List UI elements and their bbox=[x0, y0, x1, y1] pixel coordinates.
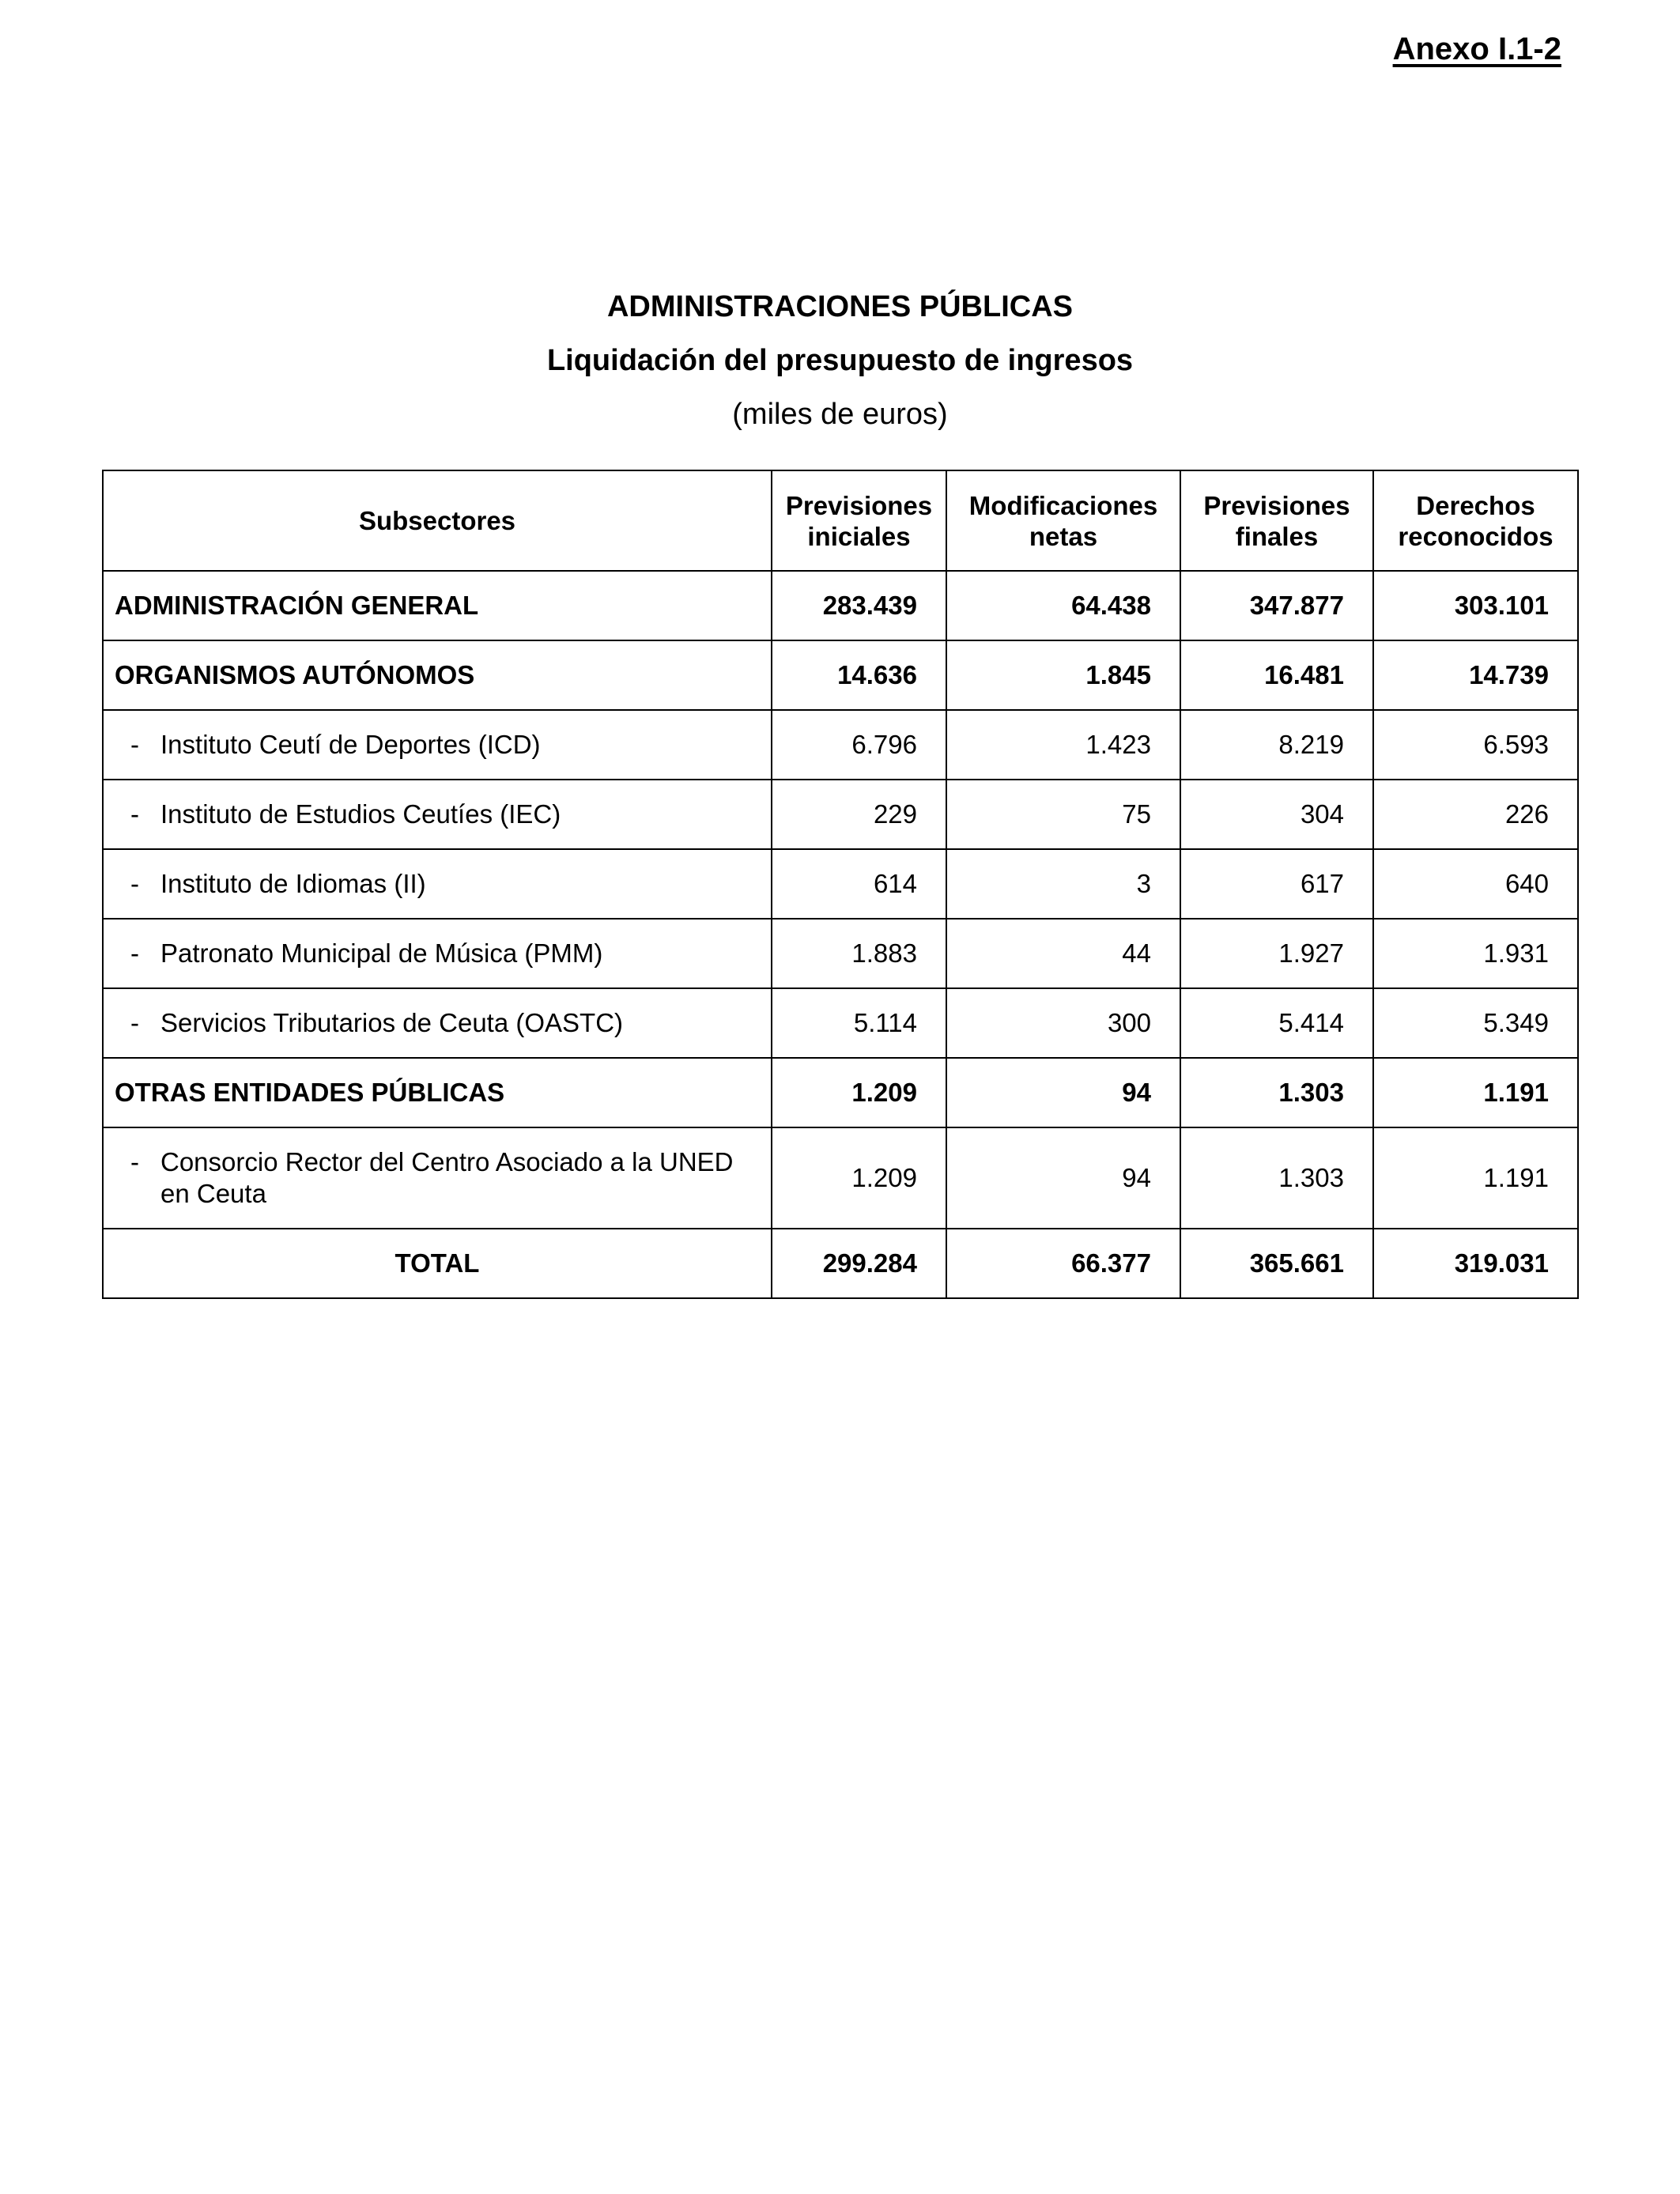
header-line: Previsiones bbox=[1203, 490, 1350, 520]
row-label: OTRAS ENTIDADES PÚBLICAS bbox=[103, 1058, 772, 1127]
cell-derechos-reconocidos: 1.191 bbox=[1373, 1127, 1578, 1229]
cell-derechos-reconocidos: 226 bbox=[1373, 780, 1578, 849]
cell-previsiones-finales: 347.877 bbox=[1180, 571, 1373, 640]
cell-previsiones-iniciales: 614 bbox=[772, 849, 946, 919]
header-modificaciones-netas bbox=[946, 470, 1180, 571]
cell-previsiones-iniciales: 1.883 bbox=[772, 919, 946, 988]
cell-modificaciones-netas: 1.845 bbox=[946, 640, 1180, 710]
cell-previsiones-finales: 1.303 bbox=[1180, 1127, 1373, 1229]
title-block bbox=[0, 285, 1680, 436]
table-row-organismos-autonomos bbox=[103, 640, 1578, 710]
row-label bbox=[103, 710, 772, 780]
table-row-otras-entidades-publicas bbox=[103, 1058, 1578, 1127]
row-label-text: Instituto Ceutí de Deportes (ICD) bbox=[160, 730, 541, 759]
table-row bbox=[103, 780, 1578, 849]
dash-marker: - bbox=[130, 730, 139, 759]
annex-label: Anexo I.1-2 bbox=[1392, 32, 1561, 66]
cell-modificaciones-netas: 64.438 bbox=[946, 571, 1180, 640]
cell-derechos-reconocidos: 303.101 bbox=[1373, 571, 1578, 640]
dash-marker: - bbox=[130, 938, 139, 968]
dash-marker: - bbox=[130, 1147, 139, 1176]
cell-previsiones-iniciales: 6.796 bbox=[772, 710, 946, 780]
row-label-line: en Ceuta bbox=[160, 1179, 266, 1208]
table-row bbox=[103, 988, 1578, 1058]
cell-derechos-reconocidos: 319.031 bbox=[1373, 1229, 1578, 1298]
page-subtitle: Liquidación del presupuesto de ingresos bbox=[546, 344, 1134, 377]
cell-previsiones-iniciales: 299.284 bbox=[772, 1229, 946, 1298]
cell-modificaciones-netas: 300 bbox=[946, 988, 1180, 1058]
cell-previsiones-iniciales: 5.114 bbox=[772, 988, 946, 1058]
table-row-administracion-general bbox=[103, 571, 1578, 640]
dash-marker: - bbox=[130, 799, 139, 829]
header-line: reconocidos bbox=[1398, 521, 1554, 551]
row-label bbox=[103, 849, 772, 919]
header-line: finales bbox=[1235, 521, 1319, 551]
cell-previsiones-finales: 304 bbox=[1180, 780, 1373, 849]
header-line: Derechos bbox=[1416, 490, 1535, 520]
cell-derechos-reconocidos: 5.349 bbox=[1373, 988, 1578, 1058]
row-label-text: Instituto de Idiomas (II) bbox=[160, 869, 426, 898]
cell-previsiones-iniciales: 1.209 bbox=[772, 1127, 946, 1229]
cell-modificaciones-netas: 1.423 bbox=[946, 710, 1180, 780]
table-row-total bbox=[103, 1229, 1578, 1298]
cell-previsiones-finales: 8.219 bbox=[1180, 710, 1373, 780]
cell-previsiones-iniciales: 14.636 bbox=[772, 640, 946, 710]
cell-previsiones-finales: 617 bbox=[1180, 849, 1373, 919]
cell-previsiones-finales: 1.927 bbox=[1180, 919, 1373, 988]
cell-derechos-reconocidos: 14.739 bbox=[1373, 640, 1578, 710]
units-note: (miles de euros) bbox=[732, 398, 948, 431]
table-row bbox=[103, 849, 1578, 919]
cell-derechos-reconocidos: 640 bbox=[1373, 849, 1578, 919]
cell-modificaciones-netas: 94 bbox=[946, 1058, 1180, 1127]
table-row bbox=[103, 919, 1578, 988]
cell-derechos-reconocidos: 1.191 bbox=[1373, 1058, 1578, 1127]
header-line: netas bbox=[1029, 521, 1098, 551]
row-label-text: Instituto de Estudios Ceutíes (IEC) bbox=[160, 799, 561, 829]
cell-previsiones-finales: 365.661 bbox=[1180, 1229, 1373, 1298]
header-derechos-reconocidos bbox=[1373, 470, 1578, 571]
cell-modificaciones-netas: 94 bbox=[946, 1127, 1180, 1229]
row-label: ORGANISMOS AUTÓNOMOS bbox=[103, 640, 772, 710]
row-label: ADMINISTRACIÓN GENERAL bbox=[103, 571, 772, 640]
row-label-text bbox=[160, 1146, 760, 1210]
row-label-text: Patronato Municipal de Música (PMM) bbox=[160, 938, 603, 968]
dash-marker: - bbox=[130, 869, 139, 898]
row-label-line: Consorcio Rector del Centro Asociado a la UNED bbox=[160, 1147, 734, 1176]
cell-previsiones-iniciales: 1.209 bbox=[772, 1058, 946, 1127]
dash-marker: - bbox=[130, 1008, 139, 1037]
row-label-text: Servicios Tributarios de Ceuta (OASTC) bbox=[160, 1008, 624, 1037]
cell-previsiones-finales: 5.414 bbox=[1180, 988, 1373, 1058]
header-row bbox=[103, 470, 1578, 571]
header-previsiones-iniciales bbox=[772, 470, 946, 571]
cell-modificaciones-netas: 66.377 bbox=[946, 1229, 1180, 1298]
cell-modificaciones-netas: 3 bbox=[946, 849, 1180, 919]
cell-previsiones-finales: 16.481 bbox=[1180, 640, 1373, 710]
cell-modificaciones-netas: 44 bbox=[946, 919, 1180, 988]
table-row bbox=[103, 710, 1578, 780]
header-subsectores: Subsectores bbox=[103, 470, 772, 571]
cell-previsiones-finales: 1.303 bbox=[1180, 1058, 1373, 1127]
row-label bbox=[103, 1127, 772, 1229]
row-label bbox=[103, 919, 772, 988]
cell-derechos-reconocidos: 1.931 bbox=[1373, 919, 1578, 988]
cell-modificaciones-netas: 75 bbox=[946, 780, 1180, 849]
header-line: iniciales bbox=[807, 521, 911, 551]
header-line: Modificaciones bbox=[968, 490, 1158, 520]
row-label bbox=[103, 780, 772, 849]
cell-previsiones-iniciales: 283.439 bbox=[772, 571, 946, 640]
header-line: Previsiones bbox=[785, 490, 933, 520]
row-label: TOTAL bbox=[103, 1229, 772, 1298]
budget-table bbox=[102, 470, 1579, 1299]
header-previsiones-finales bbox=[1180, 470, 1373, 571]
cell-previsiones-iniciales: 229 bbox=[772, 780, 946, 849]
cell-derechos-reconocidos: 6.593 bbox=[1373, 710, 1578, 780]
row-label bbox=[103, 988, 772, 1058]
page-title: ADMINISTRACIONES PÚBLICAS bbox=[606, 290, 1074, 323]
table-row bbox=[103, 1127, 1578, 1229]
